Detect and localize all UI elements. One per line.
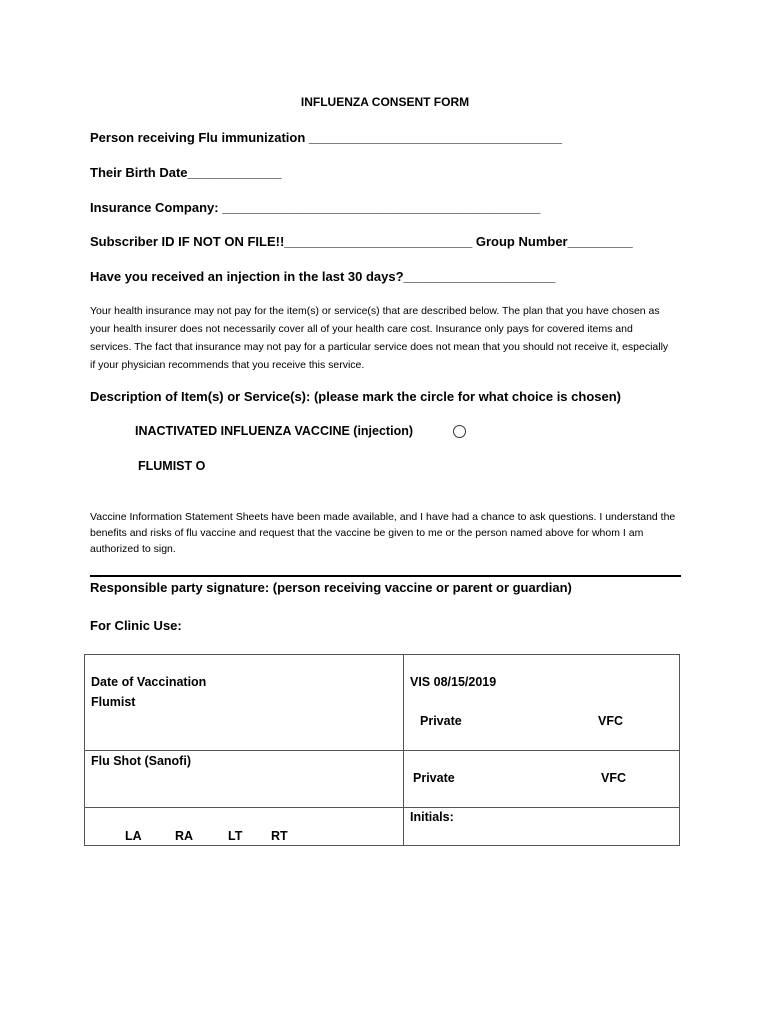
flu-shot-payer-cell[interactable]: [404, 751, 680, 808]
inactivated-vaccine-option: INACTIVATED INFLUENZA VACCINE (injection): [135, 424, 413, 438]
vis-cell[interactable]: [404, 655, 680, 751]
injection-site-cell[interactable]: [85, 808, 404, 846]
signature-line[interactable]: [90, 575, 681, 577]
private-label-2: Private: [413, 771, 455, 785]
subscriber-group-field[interactable]: Subscriber ID IF NOT ON FILE!!__________________________ Group Number_________: [90, 234, 633, 249]
date-of-vaccination-label: Date of Vaccination: [91, 675, 207, 689]
initials-label: Initials:: [410, 810, 454, 824]
vfc-label-1: VFC: [598, 714, 623, 728]
form-title: INFLUENZA CONSENT FORM: [300, 95, 470, 109]
flu-shot-cell[interactable]: [85, 751, 404, 808]
flumist-label: Flumist: [91, 695, 136, 709]
initials-cell[interactable]: [404, 808, 680, 846]
private-label-1: Private: [420, 714, 462, 728]
site-rt: RT: [271, 829, 288, 843]
vis-statement: Vaccine Information Statement Sheets have been made available, and I have had a chance to ask questions. I understand the benefits and risks of flu vaccine and request that the vaccine be given to me or the person named above for whom I am authorized to sign.: [90, 511, 676, 555]
insurance-company-field[interactable]: Insurance Company: ____________________________________________: [90, 200, 541, 215]
inactivated-vaccine-radio[interactable]: [453, 425, 466, 438]
person-receiving-field[interactable]: Person receiving Flu immunization ___________________________________: [90, 130, 562, 145]
site-la: LA: [125, 829, 142, 843]
flumist-option[interactable]: FLUMIST O: [138, 459, 206, 473]
site-ra: RA: [175, 829, 194, 843]
recent-injection-field[interactable]: Have you received an injection in the last 30 days?_____________________: [90, 269, 556, 284]
vaccination-date-cell[interactable]: [85, 655, 404, 751]
clinic-use-table: [84, 654, 680, 846]
flu-shot-label: Flu Shot (Sanofi): [91, 754, 191, 768]
vis-date: VIS 08/15/2019: [410, 675, 497, 689]
signature-label: Responsible party signature: (person receiving vaccine or parent or guardian): [90, 580, 572, 595]
insurance-disclaimer: Your health insurance may not pay for the item(s) or service(s) that are described below. The plan that you have chosen as your health insurer does not necessarily cover all of your health care cost. Insurance only pays for covered items and services. The fact that insurance may not pay for a particular service does not mean that you should not receive it, especially if your physician recommends that you receive this service.: [90, 305, 669, 371]
description-heading: Description of Item(s) or Service(s): (please mark the circle for what choice is chosen): [90, 389, 621, 404]
clinic-use-label: For Clinic Use:: [90, 618, 182, 633]
site-lt: LT: [228, 829, 243, 843]
birth-date-field[interactable]: Their Birth Date_____________: [90, 165, 282, 180]
vfc-label-2: VFC: [601, 771, 626, 785]
